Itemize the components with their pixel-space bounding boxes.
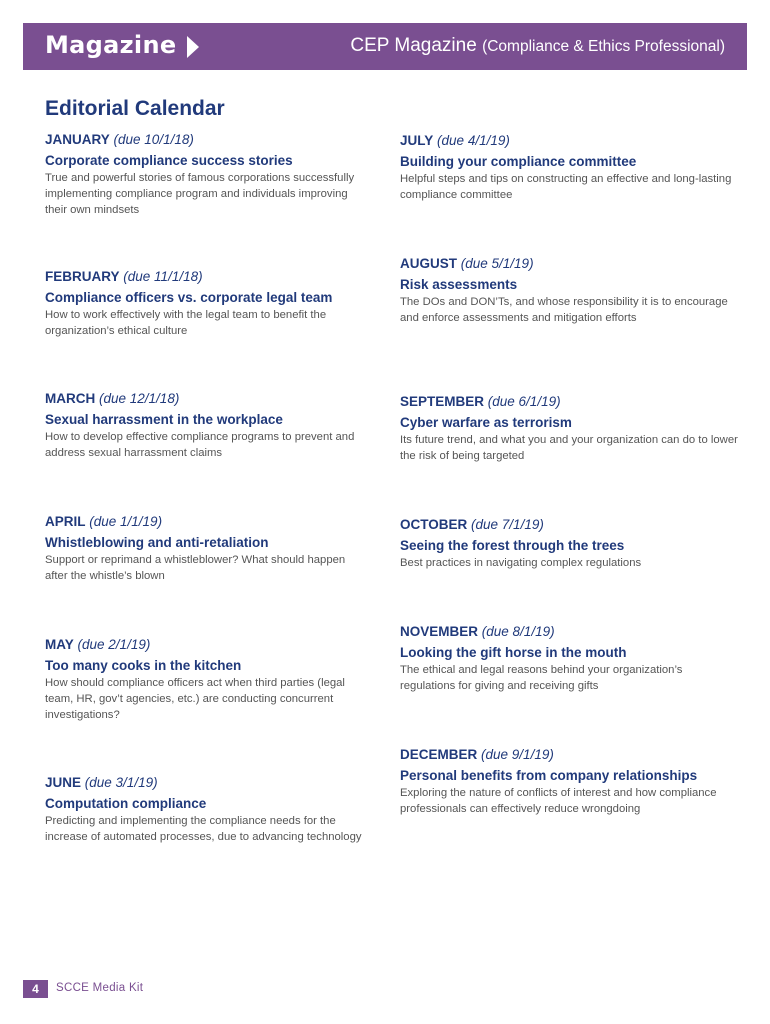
- topic-title: Whistleblowing and anti-retaliation: [45, 535, 269, 550]
- topic-description: Predicting and implementing the compliance needs for the increase of automated processes, due to advancing technology: [45, 815, 362, 843]
- calendar-entry-july: [400, 132, 740, 204]
- topic-title: Looking the gift horse in the mouth: [400, 645, 627, 660]
- topic-description: Best practices in navigating complex regulations: [400, 557, 642, 569]
- publication-name: CEP Magazine: [350, 35, 477, 56]
- page-title: Editorial Calendar: [45, 97, 225, 120]
- due-date: (due 5/1/19): [460, 256, 534, 271]
- due-date: (due 7/1/19): [471, 517, 544, 532]
- month-name: JANUARY: [45, 132, 110, 147]
- month-name: AUGUST: [400, 256, 457, 271]
- topic-title: Cyber warfare as terrorism: [400, 415, 572, 430]
- month-name: SEPTEMBER: [400, 394, 485, 409]
- topic-description: Helpful steps and tips on constructing an effective and long-lasting compliance committee: [400, 173, 732, 201]
- topic-description: How to work effectively with the legal team to benefit the organization’s ethical culture: [45, 309, 327, 337]
- calendar-entry-january: [45, 131, 370, 218]
- topic-title: Personal benefits from company relationships: [400, 768, 698, 783]
- calendar-entry-september: [400, 393, 740, 465]
- publication-subtitle: (Compliance & Ethics Professional): [482, 38, 725, 55]
- topic-description: Exploring the nature of conflicts of interest and how compliance professionals can effectively reduce wrongdoing: [400, 787, 717, 815]
- month-name: FEBRUARY: [45, 269, 120, 284]
- banner-publication: [350, 35, 725, 57]
- calendar-entry-april: [45, 513, 370, 585]
- due-date: (due 8/1/19): [481, 624, 555, 639]
- due-date: (due 4/1/19): [437, 133, 510, 148]
- month-name: MAY: [45, 637, 74, 652]
- due-date: (due 9/1/19): [481, 747, 554, 762]
- month-name: JUNE: [45, 775, 82, 790]
- topic-description: How should compliance officers act when third parties (legal team, HR, gov’t agencies, etc.) are conducting concurrent investigations?: [45, 677, 345, 721]
- banner-title: Magazine: [45, 31, 177, 59]
- due-date: (due 10/1/18): [113, 132, 194, 147]
- due-date: (due 6/1/19): [487, 394, 561, 409]
- calendar-entry-june: [45, 774, 370, 846]
- month-name: APRIL: [45, 514, 86, 529]
- calendar-entry-may: [45, 636, 370, 723]
- header-banner: [23, 23, 747, 70]
- topic-title: Risk assessments: [400, 277, 518, 292]
- calendar-entry-november: [400, 623, 740, 695]
- topic-title: Seeing the forest through the trees: [400, 538, 625, 553]
- topic-title: Corporate compliance success stories: [45, 153, 293, 168]
- due-date: (due 12/1/18): [99, 391, 180, 406]
- topic-description: The DOs and DON’Ts, and whose responsibility it is to encourage and enforce assessments and mitigation efforts: [400, 296, 728, 324]
- calendar-entry-december: [400, 746, 740, 818]
- topic-description: Its future trend, and what you and your organization can do to lower the risk of being targeted: [400, 434, 738, 462]
- month-name: OCTOBER: [400, 517, 468, 532]
- topic-title: Sexual harrassment in the workplace: [45, 412, 283, 427]
- calendar-entry-october: [400, 516, 740, 572]
- month-name: JULY: [400, 133, 434, 148]
- due-date: (due 11/1/18): [123, 269, 203, 284]
- due-date: (due 1/1/19): [89, 514, 163, 529]
- topic-description: True and powerful stories of famous corporations successfully implementing compliance program and individuals improving their own mindsets: [45, 172, 355, 216]
- calendar-entry-march: [45, 390, 370, 462]
- month-name: MARCH: [45, 391, 96, 406]
- month-name: DECEMBER: [400, 747, 478, 762]
- due-date: (due 2/1/19): [77, 637, 151, 652]
- calendar-entry-february: [45, 268, 370, 340]
- footer-text: SCCE Media Kit: [56, 982, 144, 994]
- topic-title: Compliance officers vs. corporate legal team: [45, 290, 333, 305]
- due-date: (due 3/1/19): [84, 775, 158, 790]
- topic-description: Support or reprimand a whistleblower? What should happen after the whistle’s blown: [45, 554, 346, 582]
- page-number: 4: [23, 980, 48, 998]
- topic-description: How to develop effective compliance programs to prevent and address sexual harrassment claims: [45, 431, 355, 459]
- topic-title: Computation compliance: [45, 796, 207, 811]
- topic-title: Building your compliance committee: [400, 154, 637, 169]
- arrow-right-icon: [187, 36, 199, 58]
- topic-description: The ethical and legal reasons behind your organization’s regulations for giving and receiving gifts: [400, 664, 683, 692]
- calendar-entry-august: [400, 255, 740, 327]
- topic-title: Too many cooks in the kitchen: [45, 658, 242, 673]
- month-name: NOVEMBER: [400, 624, 479, 639]
